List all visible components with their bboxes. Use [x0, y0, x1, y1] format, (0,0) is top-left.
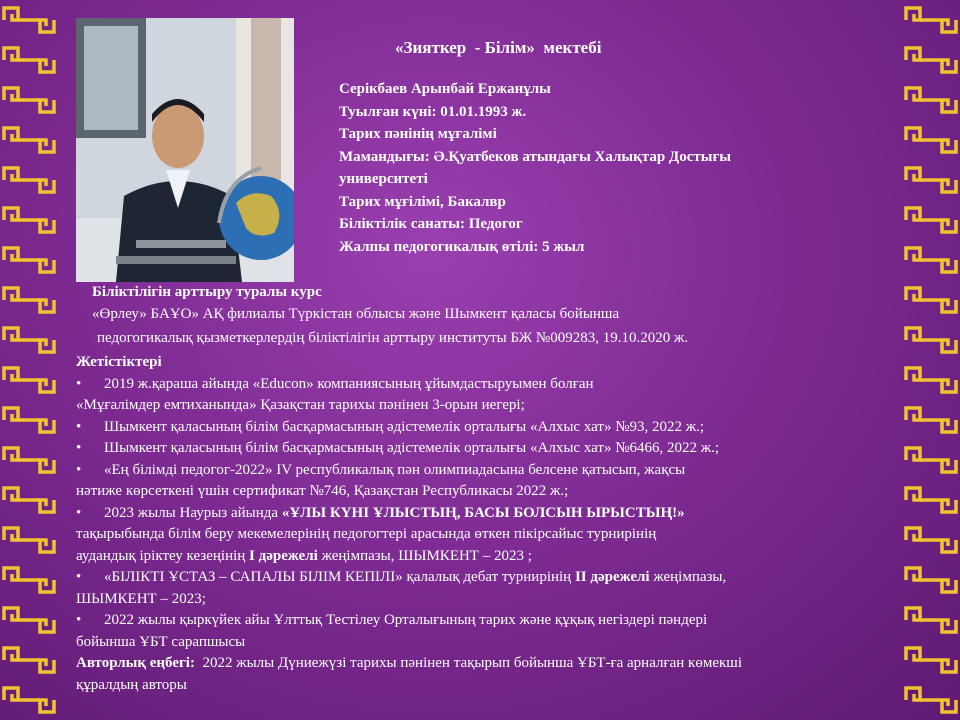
bullet: • — [76, 375, 82, 392]
bullet: • — [76, 504, 82, 521]
left-ornament-border — [0, 0, 58, 720]
achievement-text: бойынша ҰБТ сарапшысы — [76, 633, 246, 650]
achievement-item — [76, 503, 906, 525]
author-work-label: Авторлық еңбегі: — [76, 655, 195, 671]
bullet: • — [76, 569, 82, 585]
right-ornament-border — [902, 0, 960, 720]
achievement-item — [76, 610, 906, 632]
teacher-info — [339, 78, 859, 258]
author-work — [76, 653, 906, 675]
course-line1: «Өрлеу» БАҰО» АҚ филиалы Түркістан облысы және Шымкент қаласы бойынша — [92, 306, 620, 322]
teacher-category: Біліктілік санаты: Педогог — [339, 216, 523, 232]
achievement-text: аудандық іріктеу кезеңінің — [76, 547, 250, 564]
teacher-portrait-photo — [76, 18, 294, 282]
achievement-text: «БІЛІКТІ ҰСТАЗ – САПАЛЫ БІЛІМ КЕПІЛІ» қалалық дебат турнирінің — [104, 569, 575, 585]
achievements-section — [76, 352, 906, 696]
achievement-text: жеңімпазы, — [649, 569, 727, 585]
achievement-text: 2019 ж.қараша айында «Educon» компаниясының ұйымдастыруымен болған — [104, 375, 594, 392]
author-work-text: құралдың авторы — [76, 676, 187, 693]
teacher-specialty-line1: Мамандығы: Ә.Қуатбеков атындағы Халықтар Достығы — [339, 148, 732, 165]
teacher-experience: Жалпы педогогикалық өтілі: 5 жыл — [339, 238, 585, 255]
author-work-text: 2022 жылы Дүниежүзі тарихы пәнінен тақырып бойынша ҰБТ-ға арналған көмекші — [194, 655, 742, 671]
achievements-heading: Жетістіктері — [76, 354, 162, 370]
achievement-text: Шымкент қаласының білім басқармасының әдістемелік орталығы «Алхыс хат» №93, 2022 ж.; — [104, 418, 705, 435]
achievement-text: 2022 жылы қыркүйек айы Ұлттық Тестілеу Орталығының тарих және құқық негіздері пәндері — [104, 612, 708, 628]
course-line2: педогогикалық қызметкерлердің біліктілігін арттыру институты БЖ №009283, 19.10.2020 ж. — [97, 330, 689, 346]
bullet: • — [76, 440, 82, 456]
achievement-text: тақырыбында білім беру мекемелерінің педогогтері арасында өткен пікірсайыс турнирінің — [76, 526, 657, 542]
achievement-bold-text: І дәрежелі — [249, 547, 318, 564]
achievement-bold-text: ІІ дәрежелі — [574, 569, 650, 585]
teacher-degree: Тарих мұғілімі, Бакалвр — [339, 193, 506, 210]
teacher-position: Тарих пәнінің мұғалімі — [339, 126, 497, 142]
achievement-bold-text: «ҰЛЫ КҮНІ ҰЛЫСТЫҢ, БАСЫ БОЛСЫН ЫРЫСТЫҢ!» — [281, 504, 685, 521]
achievement-item — [76, 417, 906, 439]
bullet: • — [76, 612, 82, 628]
achievement-text: 2023 жылы Наурыз айында — [104, 504, 282, 521]
teacher-specialty-line2: университеті — [339, 171, 428, 187]
achievement-text: нәтиже көрсеткені үшін сертификат №746, Қазақстан Республикасы 2022 ж.; — [76, 483, 569, 499]
achievement-item — [76, 567, 906, 589]
achievement-item — [76, 374, 906, 396]
achievement-text: жеңімпазы, ШЫМКЕНТ – 2023 ; — [317, 547, 532, 564]
achievement-item — [76, 438, 906, 460]
achievement-text — [76, 546, 906, 568]
school-title: «Зияткер - Білім» мектебі — [395, 38, 602, 57]
course-title: Біліктілігін арттыру туралы курс — [92, 284, 322, 300]
achievement-text: «Ең білімді педогог-2022» IV республикалық пән олимпиадасына белсене қатысып, жақсы — [104, 461, 686, 478]
achievement-text: Шымкент қаласының білім басқармасының әдістемелік орталығы «Алхыс хат» №6466, 2022 ж.; — [104, 440, 720, 456]
teacher-name: Серікбаев Арынбай Ержанұлы — [339, 81, 551, 97]
teacher-birth: Туылған күні: 01.01.1993 ж. — [339, 103, 527, 120]
achievement-text: ШЫМКЕНТ – 2023; — [76, 590, 206, 607]
bullet: • — [76, 418, 82, 435]
achievement-text: «Мұғалімдер емтиханында» Қазақстан тарихы пәнінен 3-орын иегері; — [76, 397, 525, 413]
achievement-item — [76, 460, 906, 482]
bullet: • — [76, 461, 82, 478]
